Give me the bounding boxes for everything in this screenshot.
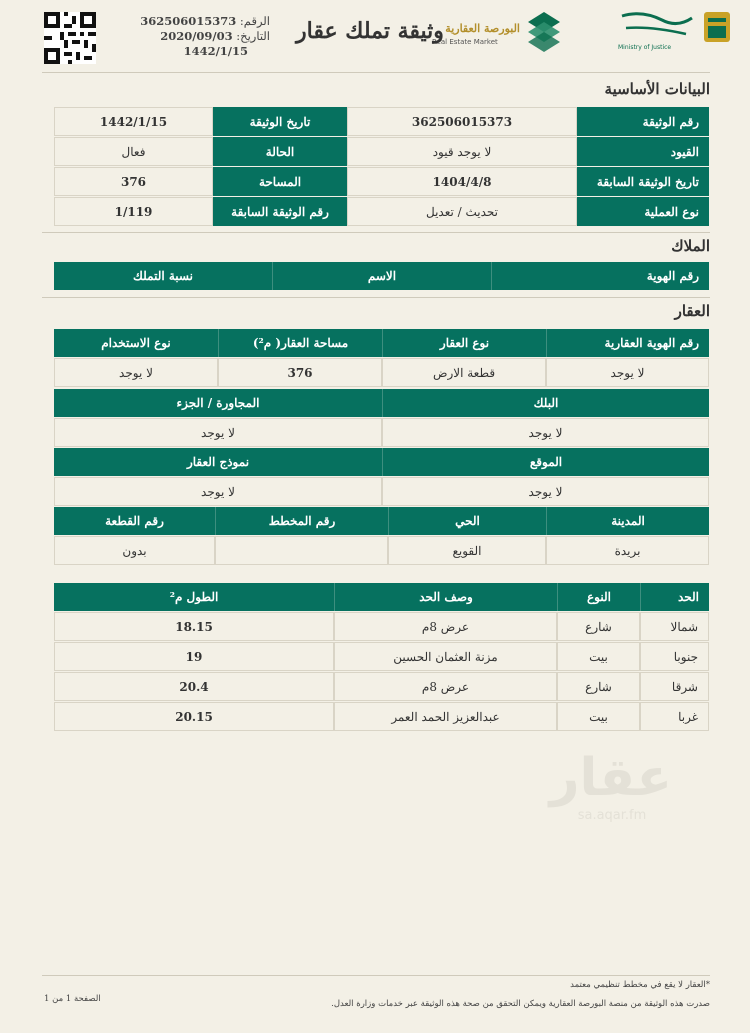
border-type: شارع [557, 612, 640, 641]
footer-note-plan: *العقار لا يقع في مخطط تنظيمي معتمد [570, 980, 710, 990]
border-description: عبدالعزيز الحمد العمر [334, 702, 557, 731]
document-title: وثيقة تملك عقار [296, 18, 444, 44]
property-header-model: نموذج العقار [54, 448, 382, 476]
border-length: 18.15 [54, 612, 334, 641]
owners-header-name: الاسم [272, 262, 491, 290]
border-side: شمالا [640, 612, 709, 641]
basic-label-area: المساحة [213, 167, 347, 196]
document-footer [42, 975, 710, 1010]
owners-header-share: نسبة التملك [54, 262, 272, 290]
basic-label-doc-date: تاريخ الوثيقة [213, 107, 347, 136]
property-value-district: القويع [388, 536, 546, 565]
property-header-district: الحي [388, 507, 546, 535]
property-value-neighborhood-part: لا يوجد [54, 418, 382, 447]
basic-value-status: فعال [54, 137, 213, 166]
border-side: غربا [640, 702, 709, 731]
date-gregorian: 2020/09/03 [160, 29, 233, 43]
property-value-area: 376 [218, 358, 382, 387]
owners-title: الملاك [671, 237, 710, 255]
basic-label-operation-type: نوع العملية [577, 197, 709, 226]
page-number: الصفحة 1 من 1 [44, 994, 101, 1004]
property-header-plan-number: رقم المخطط [215, 507, 388, 535]
property-value-plot-number: بدون [54, 536, 215, 565]
border-side: شرقا [640, 672, 709, 701]
basic-value-restrictions: لا يوجد قيود [347, 137, 577, 166]
borders-header-type: النوع [557, 583, 640, 611]
property-value-location: لا يوجد [382, 477, 709, 506]
border-description: مزنة العثمان الحسين [334, 642, 557, 671]
borders-header-description: وصف الحد [334, 583, 557, 611]
border-type: بيت [557, 702, 640, 731]
property-header-block: البلك [382, 389, 709, 417]
basic-label-prev-doc-date: تاريخ الوثيقة السابقة [577, 167, 709, 196]
border-length: 20.4 [54, 672, 334, 701]
qr-code [44, 12, 96, 64]
border-length: 19 [54, 642, 334, 671]
borders-header-side: الحد [640, 583, 709, 611]
basic-value-operation-type: تحديث / تعديل [347, 197, 577, 226]
property-header-real-estate-id: رقم الهوية العقارية [546, 329, 709, 357]
border-description: عرض 8م [334, 612, 557, 641]
footer-note-verification: صدرت هذه الوثيقة من منصة البورصة العقارية ويمكن التحقق من صحة هذه الوثيقة عبر خدمات وزارة العدل. [331, 999, 710, 1009]
basic-label-doc-number: رقم الوثيقة [577, 107, 709, 136]
watermark-text: عقار [549, 748, 672, 808]
header-divider [42, 72, 710, 73]
owners-header-id: رقم الهوية [491, 262, 709, 290]
property-header-area: مساحة العقار( م²) [218, 329, 382, 357]
basic-value-doc-date: 1442/1/15 [54, 107, 213, 136]
divider-owners [42, 232, 710, 233]
property-header-type: نوع العقار [382, 329, 546, 357]
property-value-real-estate-id: لا يوجد [546, 358, 709, 387]
property-value-city: بريدة [546, 536, 709, 565]
basic-label-prev-doc-number: رقم الوثيقة السابقة [213, 197, 347, 226]
border-type: بيت [557, 642, 640, 671]
property-value-block: لا يوجد [382, 418, 709, 447]
date-hijri: 1442/1/15 [183, 44, 248, 58]
property-value-usage: لا يوجد [54, 358, 218, 387]
basic-label-restrictions: القيود [577, 137, 709, 166]
document-meta [140, 14, 270, 59]
basic-data-title: البيانات الأساسية [604, 80, 710, 98]
ministry-of-justice-logo [612, 8, 732, 56]
border-description: عرض 8م [334, 672, 557, 701]
property-header-usage: نوع الاستخدام [54, 329, 218, 357]
property-title: العقار [674, 302, 710, 320]
borders-header-length: الطول م² [54, 583, 334, 611]
market-logo-en: Real Estate Market [432, 38, 498, 46]
document-header [0, 0, 750, 72]
number-label: الرقم: [239, 14, 270, 28]
basic-value-prev-doc-number: 1/119 [54, 197, 213, 226]
basic-value-doc-number: 362506015373 [347, 107, 577, 136]
basic-value-area: 376 [54, 167, 213, 196]
number-value: 362506015373 [140, 14, 237, 28]
border-length: 20.15 [54, 702, 334, 731]
property-header-neighborhood-part: المجاورة / الجزء [54, 389, 382, 417]
border-side: جنوبا [640, 642, 709, 671]
property-header-plot-number: رقم القطعة [54, 507, 215, 535]
real-estate-market-logo [432, 8, 562, 56]
property-value-model: لا يوجد [54, 477, 382, 506]
ministry-logo-en: Ministry of Justice [618, 44, 672, 51]
property-value-type: قطعة الارض [382, 358, 546, 387]
market-logo-ar: البورصة العقارية [445, 22, 520, 35]
property-value-plan-number [215, 536, 388, 565]
aqar-watermark [549, 748, 672, 828]
basic-label-status: الحالة [213, 137, 347, 166]
property-header-location: الموقع [382, 448, 709, 476]
property-header-city: المدينة [546, 507, 709, 535]
watermark-url: sa.aqar.fm [577, 808, 647, 823]
date-label: التاريخ: [236, 29, 270, 43]
basic-value-prev-doc-date: 1404/4/8 [347, 167, 577, 196]
divider-property [42, 297, 710, 298]
border-type: شارع [557, 672, 640, 701]
